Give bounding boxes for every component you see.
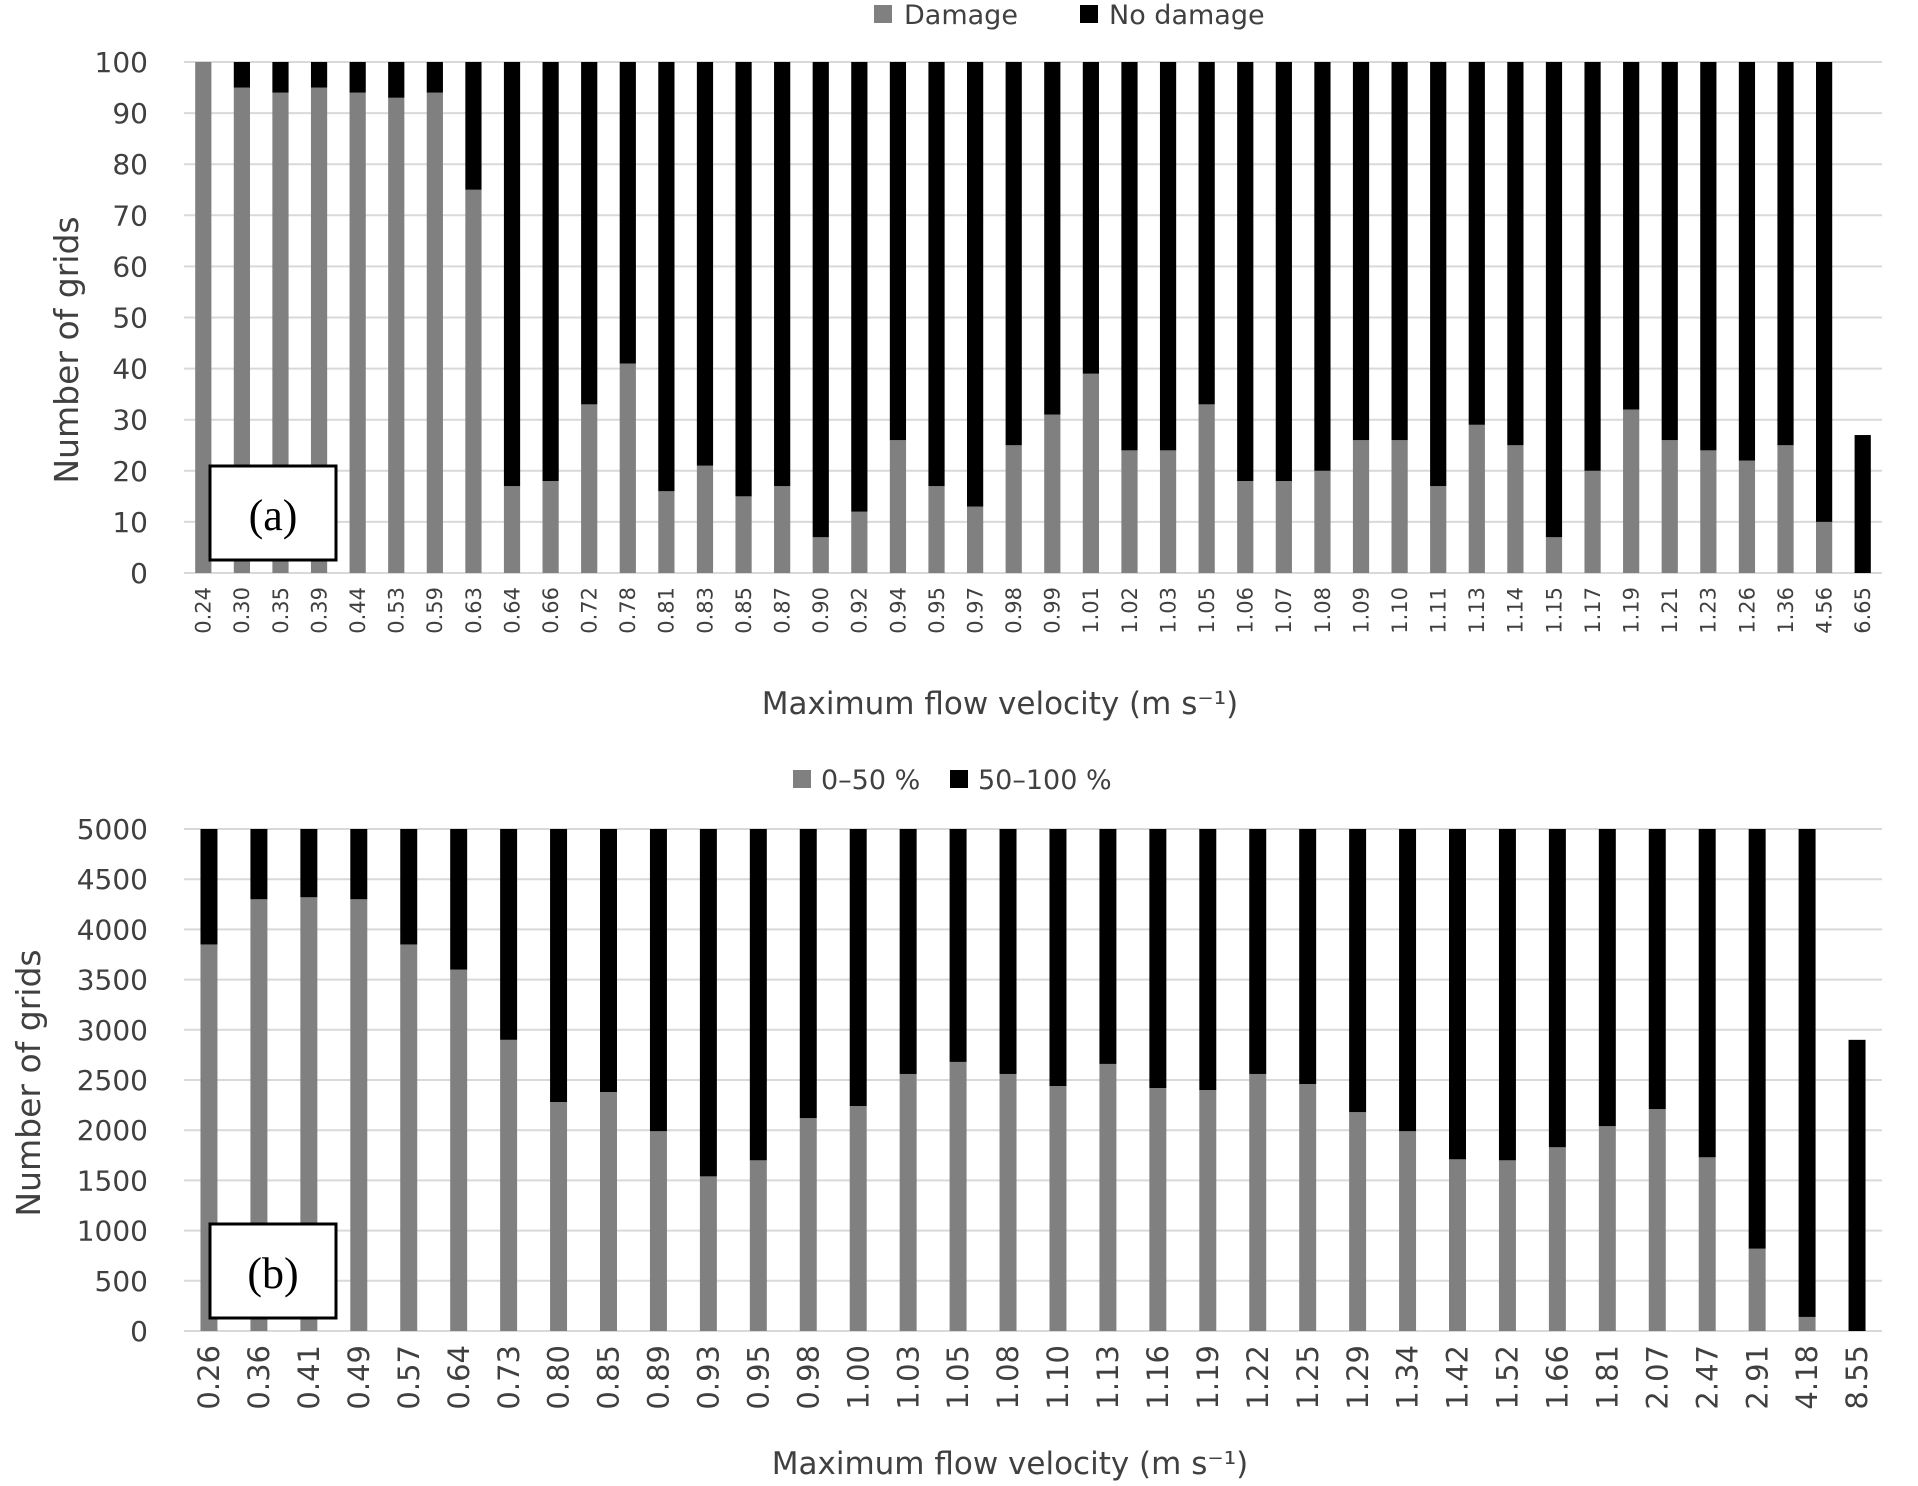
bar-b-lower-segment (1499, 1160, 1516, 1331)
bar-a-upper-segment (1777, 62, 1793, 445)
x-tick-label: 0.89 (641, 1345, 676, 1410)
x-tick-label: 0.78 (616, 587, 641, 634)
x-tick-label: 1.66 (1540, 1345, 1575, 1410)
x-tick-label: 1.26 (1735, 587, 1760, 634)
legend-b-swatch-50-100 (950, 770, 968, 788)
legend-a (874, 0, 1265, 31)
bar-b-lower-segment (700, 1176, 717, 1331)
x-tick-label: 1.81 (1590, 1345, 1625, 1410)
x-tick-label: 0.95 (924, 587, 949, 634)
x-tick-label: 1.08 (1310, 587, 1335, 634)
bar-a-upper-segment (1700, 62, 1716, 450)
bar-b-upper-segment (300, 829, 317, 897)
x-tick-label: 1.34 (1390, 1345, 1425, 1410)
bar-a-lower-segment (735, 496, 751, 573)
bar-b-lower-segment (950, 1062, 967, 1331)
legend-b-swatch-0-50 (793, 770, 811, 788)
bar-b-lower-segment (350, 899, 367, 1331)
bar-a-lower-segment (658, 491, 674, 573)
bar-a-upper-segment (928, 62, 944, 486)
bar-b-lower-segment (1049, 1086, 1066, 1331)
bar-a-upper-segment (350, 62, 366, 93)
bar-b-lower-segment (900, 1074, 917, 1331)
x-tick-label: 0.95 (741, 1345, 776, 1410)
bar-b-upper-segment (1549, 829, 1566, 1147)
x-tick-label: 1.16 (1141, 1345, 1176, 1410)
bar-b-upper-segment (800, 829, 817, 1118)
bar-a-upper-segment (1160, 62, 1176, 450)
y-tick-label: 30 (112, 403, 148, 437)
bar-b-upper-segment (1449, 829, 1466, 1159)
bar-b-lower-segment (1699, 1157, 1716, 1331)
bar-b-lower-segment (750, 1160, 767, 1331)
y-tick-label: 10 (112, 505, 148, 539)
x-tick-label: 0.90 (809, 587, 834, 634)
bar-a-lower-segment (1314, 471, 1330, 573)
x-tick-label: 0.97 (963, 587, 988, 634)
x-tick-label: 6.65 (1851, 587, 1876, 634)
y-tick-label: 20 (112, 454, 148, 488)
bar-b-upper-segment (1199, 829, 1216, 1090)
bar-a-lower-segment (543, 481, 559, 573)
x-tick-label: 1.29 (1340, 1345, 1375, 1410)
bar-b-upper-segment (1849, 1040, 1866, 1331)
x-tick-label: 0.93 (691, 1345, 726, 1410)
y-tick-label: 70 (112, 199, 148, 233)
y-tick-label: 2500 (76, 1064, 148, 1097)
x-tick-label: 8.55 (1840, 1345, 1875, 1410)
bar-b-upper-segment (900, 829, 917, 1074)
y-tick-label: 1000 (76, 1214, 148, 1248)
bar-b-upper-segment (350, 829, 367, 899)
x-tick-label: 0.59 (423, 587, 448, 634)
bar-a-upper-segment (1044, 62, 1060, 415)
panel-label-b: (b) (247, 1249, 299, 1298)
bar-b-lower-segment (1299, 1084, 1316, 1331)
bar-b-lower-segment (850, 1106, 867, 1331)
y-tick-label: 500 (94, 1264, 148, 1298)
legend-a-label-no-damage: No damage (1109, 0, 1265, 31)
bar-a-upper-segment (1623, 62, 1639, 409)
legend-b (793, 765, 1112, 796)
x-tick-label: 1.21 (1658, 587, 1683, 634)
bar-a-lower-segment (1044, 415, 1060, 573)
bar-a-lower-segment (1237, 481, 1253, 573)
x-tick-label: 0.49 (341, 1345, 376, 1410)
bar-a-upper-segment (1584, 62, 1600, 471)
bar-b-upper-segment (1099, 829, 1116, 1064)
bar-a-upper-segment (1816, 62, 1832, 522)
x-ticks-a (192, 587, 1875, 634)
x-tick-label: 0.30 (230, 587, 255, 634)
y-axis-label-a: Number of grids (47, 216, 86, 484)
bar-a-lower-segment (388, 98, 404, 573)
bar-b-upper-segment (1399, 829, 1416, 1131)
bar-a-upper-segment (774, 62, 790, 486)
bar-a-lower-segment (890, 440, 906, 573)
y-ticks-a (95, 46, 148, 590)
bar-a-lower-segment (620, 363, 636, 573)
y-tick-label: 50 (112, 301, 148, 335)
bar-a-upper-segment (813, 62, 829, 537)
bar-b-lower-segment (600, 1092, 617, 1331)
bar-b-upper-segment (750, 829, 767, 1160)
bar-a-upper-segment (851, 62, 867, 512)
x-tick-label: 1.19 (1190, 1345, 1225, 1410)
bar-b-lower-segment (1249, 1074, 1266, 1331)
x-tick-label: 0.39 (307, 587, 332, 634)
bar-a-upper-segment (427, 62, 443, 93)
x-tick-label: 0.57 (391, 1345, 426, 1410)
x-tick-label: 1.42 (1440, 1345, 1475, 1410)
bar-a-lower-segment (465, 190, 481, 573)
bar-b-lower-segment (1599, 1126, 1616, 1331)
x-tick-label: 1.02 (1117, 587, 1142, 634)
x-tick-label: 4.18 (1790, 1345, 1825, 1410)
bar-b-upper-segment (250, 829, 267, 899)
bar-a-upper-segment (1507, 62, 1523, 445)
x-tick-label: 1.15 (1542, 587, 1567, 634)
y-tick-label: 5000 (76, 813, 148, 846)
bar-b-upper-segment (950, 829, 967, 1062)
bar-a-upper-segment (1121, 62, 1137, 450)
legend-b-label-0-50: 0–50 % (821, 765, 921, 796)
x-tick-label: 1.11 (1426, 587, 1451, 634)
bar-b-upper-segment (1749, 829, 1766, 1249)
bar-a-lower-segment (350, 93, 366, 573)
x-axis-label-b: Maximum flow velocity (m s⁻¹) (771, 1446, 1249, 1482)
x-tick-label: 0.98 (791, 1345, 826, 1410)
x-tick-label: 0.24 (191, 587, 216, 634)
bar-a-lower-segment (1816, 522, 1832, 573)
y-tick-label: 4500 (76, 863, 148, 897)
x-tick-label: 0.63 (461, 587, 486, 634)
bar-a-lower-segment (1584, 471, 1600, 573)
bar-b-lower-segment (1199, 1090, 1216, 1331)
bar-a-upper-segment (1083, 62, 1099, 374)
x-tick-label: 0.41 (292, 1345, 327, 1410)
bar-a-lower-segment (1199, 404, 1215, 573)
y-tick-label: 1500 (76, 1164, 148, 1198)
bar-b-upper-segment (650, 829, 667, 1131)
bar-a-upper-segment (1237, 62, 1253, 481)
bar-b-lower-segment (400, 944, 417, 1331)
bar-a-lower-segment (1353, 440, 1369, 573)
x-tick-label: 1.17 (1580, 587, 1605, 634)
bar-a-upper-segment (620, 62, 636, 363)
bar-a-upper-segment (1392, 62, 1408, 440)
bar-a-upper-segment (1353, 62, 1369, 440)
grid-b (184, 829, 1882, 1331)
bar-a-lower-segment (1469, 425, 1485, 573)
bar-b-upper-segment (1699, 829, 1716, 1157)
x-tick-label: 0.72 (577, 587, 602, 634)
bar-a-upper-segment (1662, 62, 1678, 440)
x-tick-label: 0.80 (541, 1345, 576, 1410)
legend-a-label-damage: Damage (904, 0, 1018, 31)
bar-b-lower-segment (1649, 1109, 1666, 1331)
x-tick-label: 0.85 (591, 1345, 626, 1410)
bar-a-lower-segment (774, 486, 790, 573)
x-tick-label: 0.64 (441, 1345, 476, 1410)
x-tick-label: 1.10 (1041, 1345, 1076, 1410)
x-tick-label: 0.53 (384, 587, 409, 634)
x-tick-label: 2.91 (1740, 1345, 1775, 1410)
bar-a-upper-segment (1469, 62, 1485, 425)
x-tick-label: 1.03 (1156, 587, 1181, 634)
bar-b-lower-segment (550, 1102, 567, 1331)
bar-b-lower-segment (1749, 1249, 1766, 1331)
bar-a-lower-segment (1507, 445, 1523, 573)
bar-a-lower-segment (1121, 450, 1137, 573)
bar-a-upper-segment (1430, 62, 1446, 486)
y-tick-label: 2000 (76, 1114, 148, 1148)
bar-a-lower-segment (1430, 486, 1446, 573)
bar-a-lower-segment (697, 466, 713, 573)
bar-b-upper-segment (1049, 829, 1066, 1086)
bar-b-upper-segment (700, 829, 717, 1176)
x-tick-label: 0.99 (1040, 587, 1065, 634)
bar-a-upper-segment (967, 62, 983, 507)
y-tick-label: 3500 (76, 963, 148, 997)
bar-a-lower-segment (1739, 461, 1755, 573)
y-tick-label: 3000 (76, 1013, 148, 1047)
x-tick-label: 1.05 (1195, 587, 1220, 634)
bar-a-upper-segment (504, 62, 520, 486)
bar-a-lower-segment (1160, 450, 1176, 573)
bar-a-upper-segment (1276, 62, 1292, 481)
x-tick-label: 1.08 (991, 1345, 1026, 1410)
x-tick-label: 0.94 (886, 587, 911, 634)
x-tick-label: 1.25 (1290, 1345, 1325, 1410)
bar-b-upper-segment (1599, 829, 1616, 1126)
bar-b-lower-segment (800, 1118, 817, 1331)
bar-a-upper-segment (272, 62, 288, 93)
bar-b-upper-segment (550, 829, 567, 1102)
bar-b-upper-segment (500, 829, 517, 1040)
bar-a-lower-segment (504, 486, 520, 573)
x-tick-label: 0.85 (731, 587, 756, 634)
y-tick-label: 40 (112, 352, 148, 386)
x-tick-label: 1.52 (1490, 1345, 1525, 1410)
bar-b-lower-segment (1149, 1088, 1166, 1331)
x-tick-label: 1.03 (891, 1345, 926, 1410)
y-axis-label-b: Number of grids (9, 949, 48, 1217)
bar-a-lower-segment (1623, 409, 1639, 573)
x-tick-label: 0.26 (192, 1345, 227, 1410)
x-tick-label: 0.64 (500, 587, 525, 634)
chart-b (9, 765, 1882, 1482)
bar-b-upper-segment (450, 829, 467, 970)
x-axis-label-a: Maximum flow velocity (m s⁻¹) (761, 686, 1239, 722)
bar-b-upper-segment (1499, 829, 1516, 1160)
x-tick-label: 1.23 (1696, 587, 1721, 634)
y-tick-label: 80 (112, 148, 148, 182)
bar-b-lower-segment (1799, 1317, 1816, 1331)
bar-a-lower-segment (851, 512, 867, 573)
bar-a-lower-segment (1700, 450, 1716, 573)
x-tick-label: 1.05 (941, 1345, 976, 1410)
x-tick-label: 1.36 (1773, 587, 1798, 634)
bar-b-lower-segment (1349, 1112, 1366, 1331)
y-ticks-b (77, 813, 148, 1348)
bar-a-lower-segment (967, 507, 983, 573)
bar-a-upper-segment (388, 62, 404, 98)
x-tick-label: 0.66 (538, 587, 563, 634)
bar-a-upper-segment (658, 62, 674, 491)
bar-a-lower-segment (1777, 445, 1793, 573)
legend-a-swatch-no-damage (1080, 5, 1098, 23)
x-tick-label: 4.56 (1812, 587, 1837, 634)
bar-b-upper-segment (1249, 829, 1266, 1074)
x-tick-label: 1.13 (1465, 587, 1490, 634)
bar-a-upper-segment (234, 62, 250, 88)
bar-b-upper-segment (600, 829, 617, 1092)
x-tick-label: 2.07 (1640, 1345, 1675, 1410)
bar-a-upper-segment (581, 62, 597, 404)
y-tick-label: 4000 (76, 913, 148, 947)
bar-b-upper-segment (400, 829, 417, 944)
bar-b-lower-segment (1399, 1131, 1416, 1331)
bar-a-lower-segment (813, 537, 829, 573)
bar-a-upper-segment (543, 62, 559, 481)
bar-b-upper-segment (1149, 829, 1166, 1088)
chart-a (47, 0, 1882, 722)
bar-b-upper-segment (1000, 829, 1017, 1074)
x-tick-label: 0.83 (693, 587, 718, 634)
bar-a-upper-segment (1314, 62, 1330, 471)
y-tick-label: 90 (112, 97, 148, 131)
x-tick-label: 0.92 (847, 587, 872, 634)
x-tick-label: 1.06 (1233, 587, 1258, 634)
bar-a-upper-segment (1546, 62, 1562, 537)
bar-a-lower-segment (1662, 440, 1678, 573)
legend-a-swatch-damage (874, 5, 892, 23)
x-tick-label: 0.73 (491, 1345, 526, 1410)
bar-b-lower-segment (1449, 1159, 1466, 1331)
panel-label-a: (a) (248, 491, 298, 540)
legend-b-label-50-100: 50–100 % (978, 765, 1112, 796)
bar-b-upper-segment (1649, 829, 1666, 1109)
bar-a-lower-segment (427, 93, 443, 573)
x-tick-label: 0.81 (654, 587, 679, 634)
bar-a-upper-segment (311, 62, 327, 88)
bar-a-lower-segment (581, 404, 597, 573)
bar-a-lower-segment (1546, 537, 1562, 573)
bar-a-upper-segment (465, 62, 481, 190)
bar-a-upper-segment (697, 62, 713, 466)
bar-a-lower-segment (1006, 445, 1022, 573)
bar-b-lower-segment (1099, 1064, 1116, 1331)
bar-b-upper-segment (850, 829, 867, 1106)
bar-b-lower-segment (1000, 1074, 1017, 1331)
bar-b-lower-segment (650, 1131, 667, 1331)
x-tick-label: 0.35 (268, 587, 293, 634)
x-tick-label: 0.44 (346, 587, 371, 634)
x-tick-label: 1.01 (1079, 587, 1104, 634)
bar-a-lower-segment (1392, 440, 1408, 573)
x-tick-label: 0.98 (1002, 587, 1027, 634)
bar-b-lower-segment (500, 1040, 517, 1331)
x-tick-label: 1.07 (1272, 587, 1297, 634)
x-tick-label: 1.19 (1619, 587, 1644, 634)
bar-b-upper-segment (200, 829, 217, 944)
bar-a-upper-segment (735, 62, 751, 496)
x-tick-label: 0.36 (242, 1345, 277, 1410)
x-tick-label: 1.09 (1349, 587, 1374, 634)
bar-b-lower-segment (1549, 1147, 1566, 1331)
y-tick-label: 100 (94, 46, 148, 79)
panel-label-box-b (210, 1224, 336, 1318)
y-tick-label: 0 (130, 557, 148, 590)
x-tick-label: 1.14 (1503, 587, 1528, 634)
bar-a-upper-segment (890, 62, 906, 440)
bar-a-upper-segment (1199, 62, 1215, 404)
x-tick-label: 1.22 (1240, 1345, 1275, 1410)
bar-a-lower-segment (1083, 374, 1099, 573)
bar-b-upper-segment (1299, 829, 1316, 1084)
panel-label-box-a (210, 466, 336, 560)
bar-a-lower-segment (1276, 481, 1292, 573)
y-tick-label: 0 (130, 1315, 148, 1348)
bar-a-upper-segment (1006, 62, 1022, 445)
x-tick-label: 2.47 (1690, 1345, 1725, 1410)
bar-a-upper-segment (1855, 435, 1871, 573)
x-tick-label: 1.10 (1387, 587, 1412, 634)
bar-b-upper-segment (1799, 829, 1816, 1317)
y-tick-label: 60 (112, 250, 148, 284)
x-ticks-b (192, 1345, 1874, 1410)
x-tick-label: 1.00 (841, 1345, 876, 1410)
x-tick-label: 1.13 (1091, 1345, 1126, 1410)
bar-b-upper-segment (1349, 829, 1366, 1112)
bar-a-lower-segment (928, 486, 944, 573)
bar-b-lower-segment (450, 970, 467, 1331)
x-tick-label: 0.87 (770, 587, 795, 634)
bar-a-upper-segment (1739, 62, 1755, 461)
